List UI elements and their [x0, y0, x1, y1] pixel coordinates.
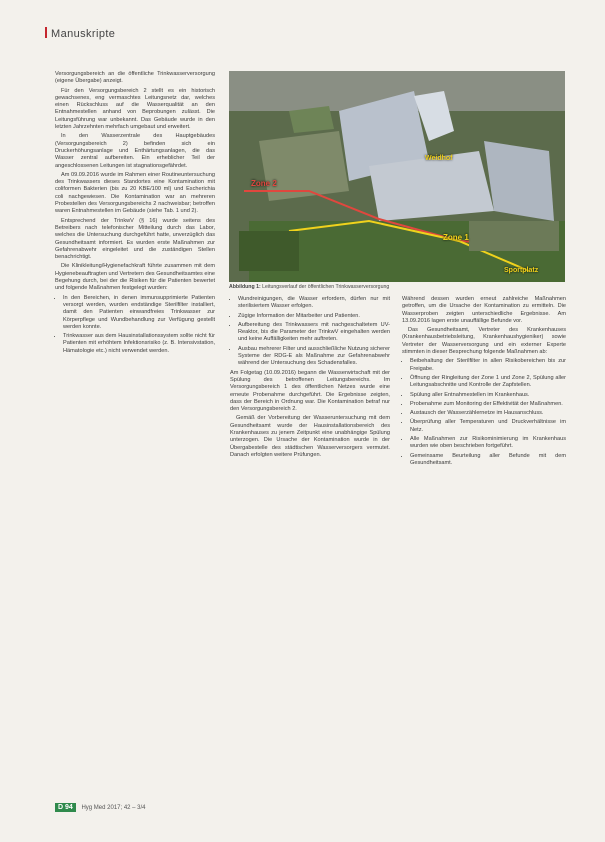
- bullet-list: [230, 296, 390, 368]
- zone-2-label: Zone 2: [251, 179, 277, 188]
- text-column-1: [55, 71, 215, 357]
- list-item: • Ausbau mehrerer Filter und ausschließliche Nutzung sicherer Systeme der RDG-E als Maßnahme zur Gefahrenabwehr während der Untersuchung des Schadensfalles.: [238, 346, 390, 368]
- section-title: Manuskripte: [51, 28, 116, 40]
- list-item: • Zügige Information der Mitarbeiter und Patienten.: [238, 313, 390, 320]
- aerial-photo-graphic: [229, 71, 565, 282]
- bullet-list: [55, 295, 215, 355]
- paragraph: Für den Versorgungsbereich 2 stellt es ein historisch gewachsenes, eng vermaschtes Leitungsnetz dar, welches einen Rückschluss auf die Wasserqualität an den Entnahmestellen anhand von Beprobungen zulässt. Die Leitungsführung war unbekannt. Das Gebäude wurde in den letzten Jahrzehnten mehrfach umgebaut und erweitert.: [55, 87, 215, 131]
- list-item: • Öffnung der Ringleitung der Zone 1 und Zone 2, Spülung aller Leitungsabschnitte und Kontrolle der Zapfstellen.: [410, 375, 566, 390]
- list-item: • Überprüfung aller Temperaturen und Druckverhältnisse im Netz.: [410, 419, 566, 434]
- list-item: • Austausch der Wasserzählernetze im Hausanschluss.: [410, 410, 566, 417]
- list-item: • Gemeinsame Beurteilung aller Befunde mit dem Gesundheitsamt.: [410, 453, 566, 468]
- paragraph: Am 09.09.2016 wurde im Rahmen einer Routineuntersuchung des Trinkwassers dieses Standortes eine Kontamination mit coliformen Bakterien (bis zu 20 KBE/100 ml) und Escherichia coli nachgewiesen. Die Kontamination war an mehreren Probestellen des Versorgungsbereichs 2 nachweisbar; betroffen waren Entnahmestellen im Gebäude (siehe Tab. 1 und 2).: [55, 171, 215, 215]
- list-item: • In den Bereichen, in denen immunsupprimierte Patienten versorgt werden, wurden endständige Sterilfilter installiert, damit den Patienten einwandfreies Trinkwasser zur Körperpflege und Wundbehandlung zur Verfügung gestellt werden konnte.: [63, 295, 215, 331]
- text-column-2: [230, 296, 390, 461]
- caption-label: Abbildung 1:: [229, 284, 261, 290]
- paragraph: Gemäß der Vorbereitung der Wasseruntersuchung mit dem Gesundheitsamt wurde der Hausinstallationsbereich des Krankenhauses zu jenem Zeitpunkt eine unabhängige Spülung unterzogen. Die Ursache der Kontamination wurde in der Übergabestelle des städtischen Wasserversorgers vermutet. Danach erfolgten weitere Prüfungen.: [230, 415, 390, 458]
- aerial-photo: [229, 71, 565, 282]
- section-header: [45, 27, 115, 40]
- paragraph: Entsprechend der TrinkwV (§ 16) wurde seitens des Betreibers nach telefonischer Mitteilung durch das Labor, welches die Untersuchung durchgeführt hatte, unverzüglich das Gesundheitsamt informiert. Es wurden erste Maßnahmen zur Gefahrenabwehr eingeleitet und die zuständigen Stellen benachrichtigt.: [55, 217, 215, 261]
- figure-caption: [229, 284, 565, 290]
- paragraph: Während dessen wurden erneut zahlreiche Maßnahmen getroffen, um die Ursache der Kontamination zu ermitteln. Die Wasserproben zeigten unterschiedliche Ergebnisse. Am 13.09.2016 lagen erste unauffällige Befunde vor.: [402, 296, 566, 324]
- zone-1-label: Zone 1: [443, 233, 469, 242]
- journal-citation: Hyg Med 2017; 42 – 3/4: [81, 805, 146, 811]
- caption-text: Leitungsverlauf der öffentlichen Trinkwasserversorgung: [262, 284, 390, 290]
- building-label: Weidhof: [425, 155, 453, 162]
- section-marker: [45, 27, 47, 38]
- page-footer: [55, 803, 146, 812]
- page-number: D 94: [55, 803, 76, 812]
- list-item: • Aufbereitung des Trinkwassers mit nachgeschaltetem UV-Reaktor, bis die Parameter der TrinkwV eingehalten werden und keine Auffälligkeiten mehr auftreten.: [238, 322, 390, 344]
- list-item: • Probenahme zum Monitoring der Effektivität der Maßnahmen.: [410, 401, 566, 408]
- bullet-list: [402, 358, 566, 467]
- paragraph: Die Klinikleitung/Hygienefachkraft führte zusammen mit dem Hygienebeauftragten und Vertretern des Gesundheitsamtes eine Begehung durch, bei der die Risiken für die Patienten bewertet und folgende Maßnahmen festgelegt wurden:: [55, 263, 215, 292]
- paragraph: In den Wasserzentrale des Hauptgebäudes (Versorgungsbereich 2) befinden sich ein Druckerhöhungsanlage und Enthärtungsanlagen, die das Wasser zentral aufbereiten. Ein erheblicher Teil der angeschlossenen Leitungen ist stagnationsgefährdet.: [55, 133, 215, 169]
- list-item: • Beibehaltung der Sterilfilter in allen Risikobereichen bis zur Freigabe.: [410, 358, 566, 373]
- list-item: • Trinkwasser aus dem Hausinstallationssystem sollte nicht für Patienten mit erhöhtem Infektionsrisiko (z. B. Intensivstation, Hämatologie etc.) nicht verwendet werden.: [63, 333, 215, 355]
- list-item: • Wundreinigungen, die Wasser erfordern, dürfen nur mit sterilisiertem Wasser erfolgen.: [238, 296, 390, 311]
- sportsfield-label: Sportplatz: [504, 267, 539, 274]
- list-item: • Alle Maßnahmen zur Risikominimierung im Krankenhaus wurden wie oben beschrieben fortgeführt.: [410, 436, 566, 451]
- paragraph: Das Gesundheitsamt, Vertreter des Krankenhauses (Krankenhausbetriebsleitung, Krankenhaushygieniker) sowie Vertreter der Wasserversorgung und ein externer Experte stimmten in dieser Besprechung folgende Maßnahmen ab:: [402, 327, 566, 356]
- list-item: • Spülung aller Entnahmestellen im Krankenhaus.: [410, 392, 566, 399]
- paragraph: Versorgungsbereich an die öffentliche Trinkwasserversorgung (eigene Übergabe) anzeigt.: [55, 71, 215, 85]
- paragraph: Am Folgetag (10.09.2016) begann die Wasserwirtschaft mit der Spülung des betroffenen Leitungsbereichs. Im Versorgungsbereich 1 des öffentlichen Netzes wurde eine erneute Probenahme durchgeführt. Die Ergebnisse zeigten, dass der Bereich in Ordnung war. Die Kontamination betraf nur den Versorgungsbereich 2.: [230, 369, 390, 413]
- text-column-3: [402, 296, 566, 469]
